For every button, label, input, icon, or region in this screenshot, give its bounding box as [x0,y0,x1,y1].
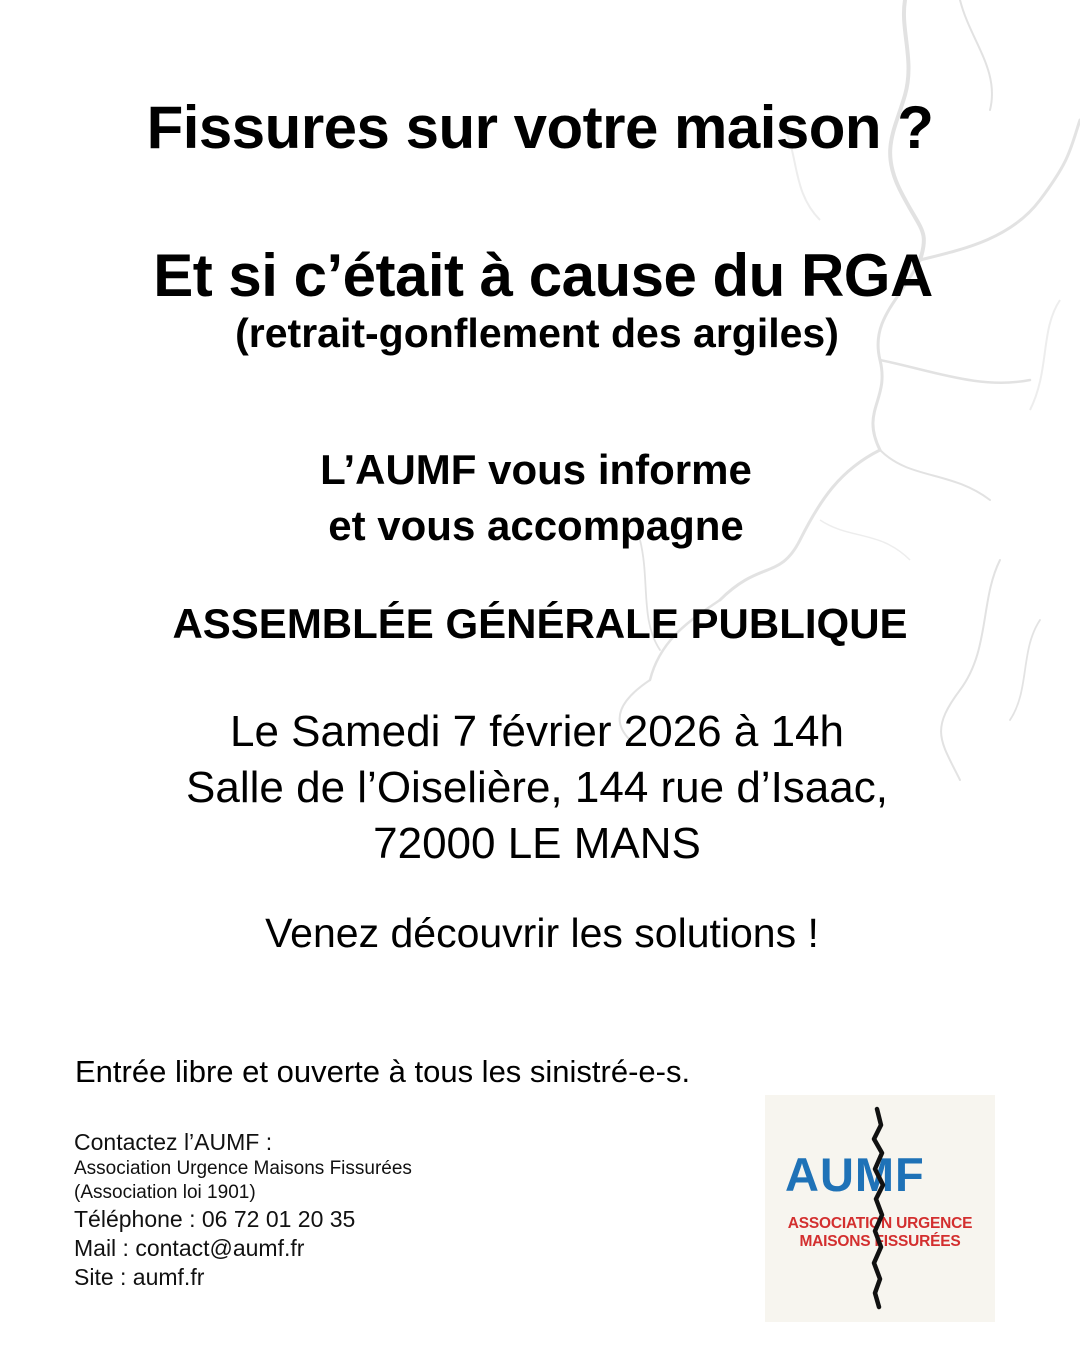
contact-block [74,1128,412,1292]
flyer-headline: Fissures sur votre maison ? [146,94,934,161]
event-date: Le Samedi 7 février 2026 à 14h [230,707,844,756]
event-details [0,704,1077,872]
entry-note: Entrée libre et ouverte à tous les sinistré-e-s. [75,1054,691,1089]
contact-mail: Mail : contact@aumf.fr [74,1235,305,1261]
association-type: (Association loi 1901) [74,1182,256,1203]
logo-subtitle-line-1: ASSOCIATION URGENCE [787,1215,973,1232]
inform-line-2: et vous accompagne [328,502,744,549]
event-city: 72000 LE MANS [373,819,701,868]
contact-site: Site : aumf.fr [74,1264,205,1290]
inform-line-1: L’AUMF vous informe [320,446,752,493]
logo-acronym: AUMF [785,1148,925,1201]
assembly-title: ASSEMBLÉE GÉNÉRALE PUBLIQUE [172,600,908,647]
event-place: Salle de l’Oiselière, 144 rue d’Isaac, [186,763,888,812]
logo-subtitle-line-2: MAISONS FISSURÉES [799,1233,961,1250]
contact-phone: Téléphone : 06 72 01 20 35 [74,1206,356,1232]
logo-crack-icon [765,1095,995,1322]
aumf-logo [765,1095,995,1322]
rga-question: Et si c’était à cause du RGA [153,242,933,309]
rga-expansion: (retrait-gonflement des argiles) [235,310,839,356]
contact-heading: Contactez l’AUMF : [74,1129,273,1155]
association-name: Association Urgence Maisons Fissurées [74,1158,412,1179]
invitation-line: Venez découvrir les solutions ! [265,910,819,956]
aumf-inform-block [0,442,1076,554]
